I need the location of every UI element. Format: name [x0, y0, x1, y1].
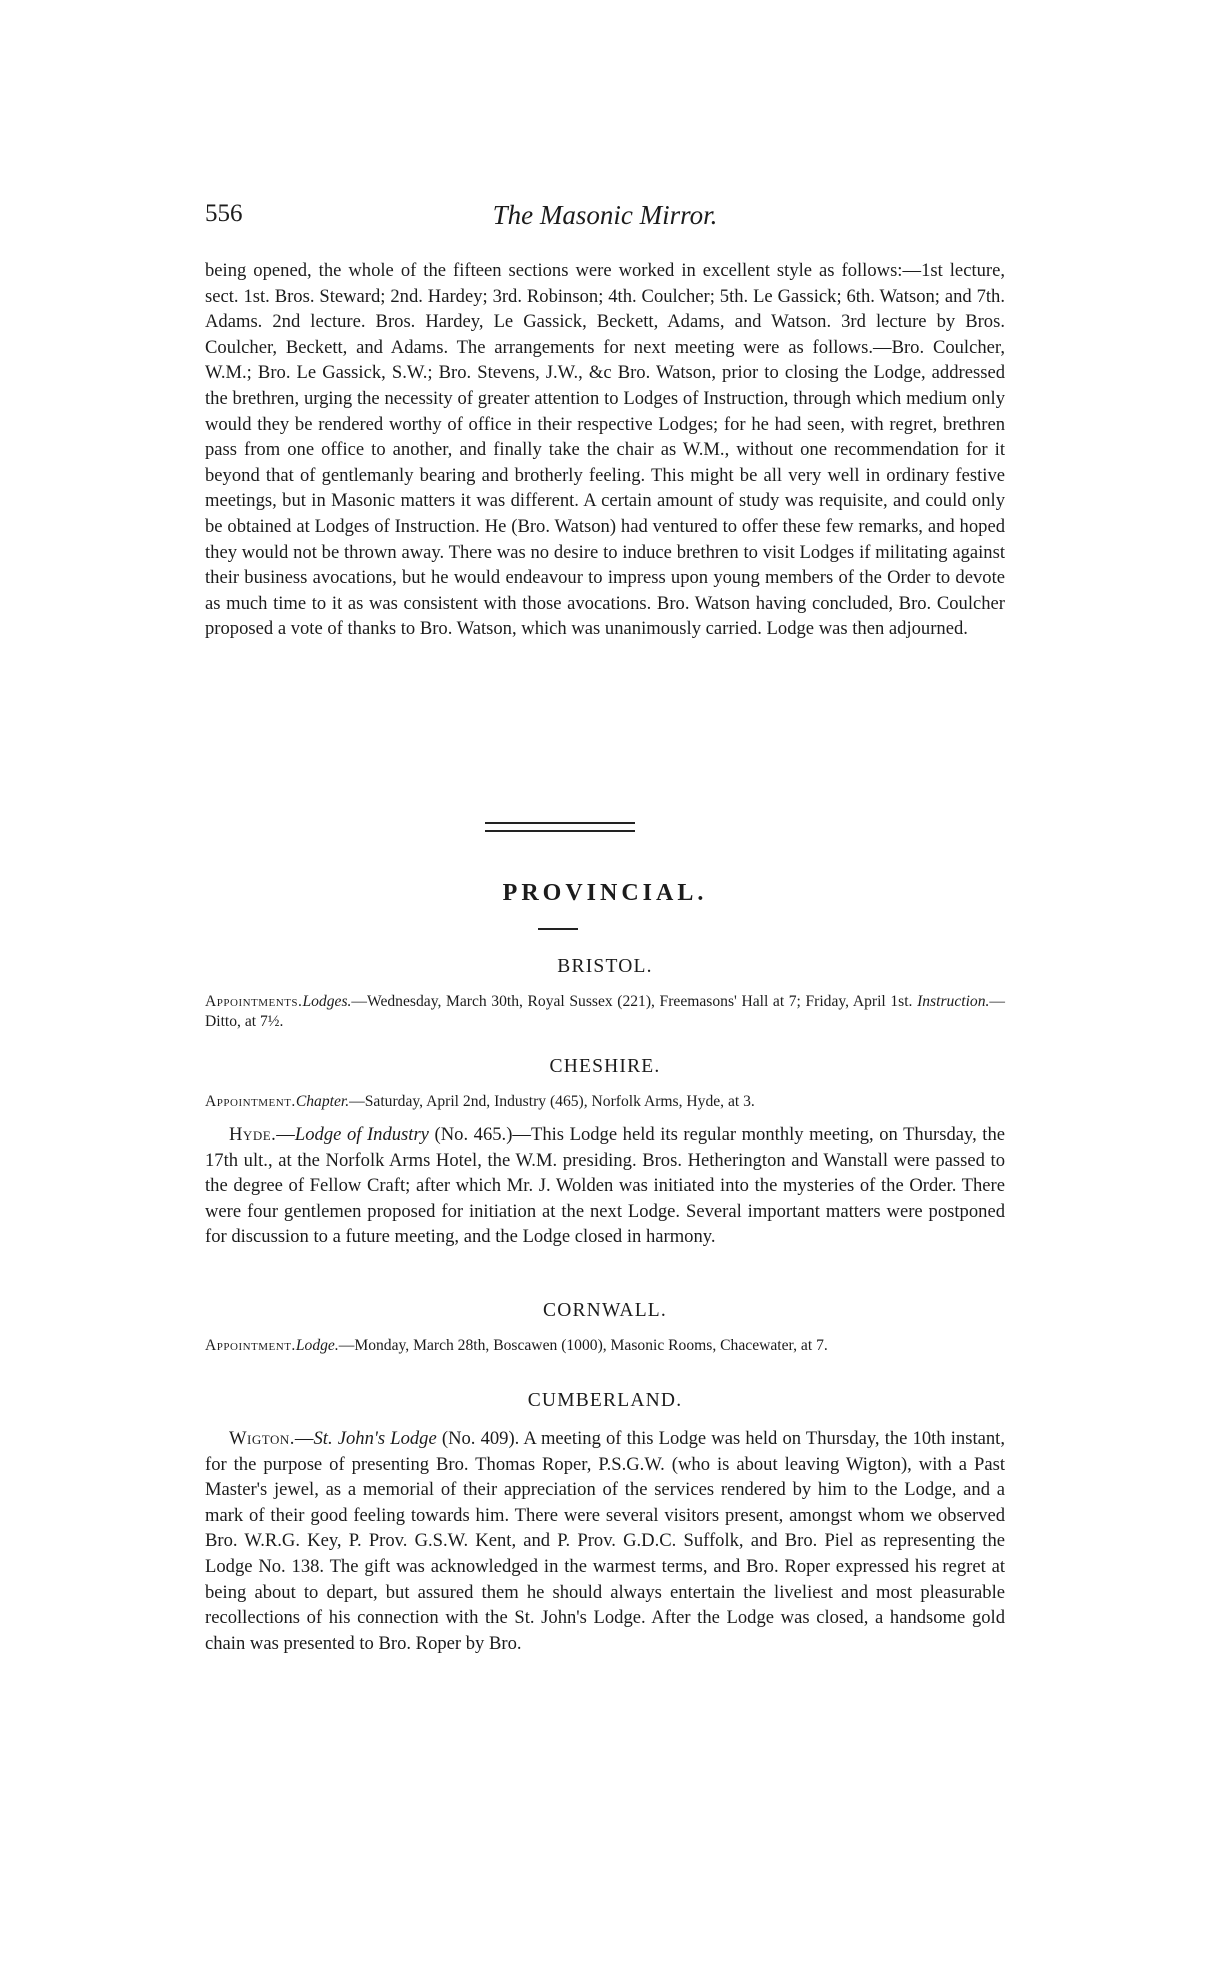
county-heading-cornwall: CORNWALL.	[542, 1300, 667, 1321]
intro-article	[205, 258, 1005, 642]
place-name: Hyde.	[229, 1124, 277, 1145]
intro-paragraph: being opened, the whole of the fifteen sections were worked in excellent style as follows:—1st lecture, sect. 1st. Bros. Steward; 2nd. Hardey; 3rd. Robinson; 4th. Coulcher; 5th. Le Gassick; 6th. Watson; and 7th. Adams. 2nd lecture. Bros. Hardey, Le Gassick, Beckett, Adams, and Watson. 3rd lecture by Bros. Coulcher, Beckett, and Adams. The arrangements for next meeting were as follows.—Bro. Coulcher, W.M.; Bro. Le Gassick, S.W.; Bro. Stevens, J.W., &c Bro. Watson, prior to closing the Lodge, addressed the brethren, urging the necessity of greater attention to Lodges of Instruction, through which medium only would they be rendered worthy of office in their respective Lodges; for he had seen, with regret, brethren pass from one office to another, and finally take the chair as W.M., without one recommendation for it beyond that of gentlemanly bearing and brotherly feeling. This might be all very well in ordinary festive meetings, but in Masonic matters it was different. A certain amount of study was requisite, and could only be obtained at Lodges of Instruction. He (Bro. Watson) had ventured to offer these few remarks, and hoped they would not be thrown away. There was no desire to induce brethren to visit Lodges if militating against their business avocations, but he would endeavour to impress upon young members of the Order to devote as much time to it as was consistent with those avocations. Bro. Watson having concluded, Bro. Coulcher proposed a vote of thanks to Bro. Watson, which was unanimously carried. Lodge was then adjourned.	[205, 260, 1005, 640]
appointment-type-chapter: Chapter.	[295, 1093, 350, 1110]
section-divider	[485, 822, 635, 832]
appointment-details: —Saturday, April 2nd, Industry (465), Norfolk Arms, Hyde, at 3.	[349, 1093, 755, 1110]
appointment-type-lodges: Lodges.	[302, 993, 352, 1010]
appointment-details: —Wednesday, March 30th, Royal Sussex (221), Freemasons' Hall at 7; Friday, April 1st.	[351, 993, 913, 1010]
cornwall-appointment-text	[205, 1336, 1005, 1356]
wigton-paragraph: Wigton.—St. John's Lodge (No. 409). A meeting of this Lodge was held on Thursday, the 10th instant, for the purpose of presenting Bro. Thomas Roper, P.S.G.W. (who is about leaving Wigton), with a Past Master's jewel, as a memorial of their appreciation of the services rendered by him to the Lodge, and a mark of their good feeling towards him. There were several visitors present, amongst whom we observed Bro. W.R.G. Key, P. Prov. G.S.W. Kent, and P. Prov. G.D.C. Suffolk, and Bro. Piel as representing the Lodge No. 138. The gift was acknowledged in the warmest terms, and Bro. Roper expressed his regret at being about to depart, but assured them he should always entertain the liveliest and most pleasurable recollections of his connection with the St. John's Lodge. After the Lodge was closed, a handsome gold chain was presented to Bro. Roper by Bro.	[205, 1428, 1005, 1654]
bristol-appointment-text	[205, 992, 1005, 1032]
appointment-label: Appointments.	[205, 993, 303, 1010]
cheshire-appointment-text	[205, 1092, 1005, 1112]
page-header	[205, 200, 1005, 240]
bristol-appointments	[205, 992, 1005, 1032]
hyde-report	[205, 1122, 1005, 1250]
lodge-name: St. John's Lodge	[313, 1428, 437, 1449]
appointment-label: Appointment.	[205, 1337, 296, 1354]
appointment-details: —Ditto, at 7½.	[205, 993, 1005, 1030]
title-underline	[538, 928, 578, 930]
county-heading-bristol: BRISTOL.	[557, 956, 653, 977]
hyde-paragraph: Hyde.—Lodge of Industry (No. 465.)—This Lodge held its regular monthly meeting, on Thursday, the 17th ult., at the Norfolk Arms Hotel, the W.M. presiding. Bros. Hetherington and Wanstall were passed to the degree of Fellow Craft; after which Mr. J. Wolden was initiated into the mysteries of the Order. There were four gentlemen proposed for initiation at the next Lodge. Several important matters were postponed for discussion to a future meeting, and the Lodge closed in harmony.	[205, 1124, 1006, 1248]
appointment-type-instruction: Instruction.	[917, 993, 990, 1010]
report-body: (No. 409). A meeting of this Lodge was held on Thursday, the 10th instant, for the purpose of presenting Bro. Thomas Roper, P.S.G.W. (who is about leaving Wigton), with a Past Master's jewel, as a memorial of their appreciation of the services rendered by him to the Lodge, and a mark of their good feeling towards him. There were several visitors present, amongst whom we observed Bro. W.R.G. Key, P. Prov. G.S.W. Kent, and P. Prov. G.D.C. Suffolk, and Bro. Piel as representing the Lodge No. 138. The gift was acknowledged in the warmest terms, and Bro. Roper expressed his regret at being about to depart, but assured them he should always entertain the liveliest and most pleasurable recollections of his connection with the St. John's Lodge. After the Lodge was closed, a handsome gold chain was presented to Bro. Roper by Bro.	[205, 1428, 1005, 1654]
report-body: (No. 465.)—This Lodge held its regular monthly meeting, on Thursday, the 17th ult., at the Norfolk Arms Hotel, the W.M. presiding. Bros. Hetherington and Wanstall were passed to the degree of Fellow Craft; after which Mr. J. Wolden was initiated into the mysteries of the Order. There were four gentlemen proposed for initiation at the next Lodge. Several important matters were postponed for discussion to a future meeting, and the Lodge closed in harmony.	[205, 1124, 1006, 1248]
page-number: 556	[205, 200, 243, 227]
county-heading-cumberland: CUMBERLAND.	[527, 1390, 683, 1411]
appointment-label: Appointment.	[205, 1093, 296, 1110]
appointment-details: —Monday, March 28th, Boscawen (1000), Masonic Rooms, Chacewater, at 7.	[338, 1337, 828, 1354]
lodge-name: Lodge of Industry	[294, 1124, 429, 1145]
county-heading-cheshire: CHESHIRE.	[549, 1056, 661, 1077]
place-name: Wigton.	[229, 1428, 295, 1449]
wigton-report	[205, 1426, 1005, 1656]
appointment-type-lodge: Lodge.	[295, 1337, 339, 1354]
running-title: The Masonic Mirror.	[492, 200, 718, 230]
cornwall-appointment	[205, 1336, 1005, 1356]
section-title: PROVINCIAL.	[502, 880, 708, 906]
cheshire-appointment	[205, 1092, 1005, 1112]
